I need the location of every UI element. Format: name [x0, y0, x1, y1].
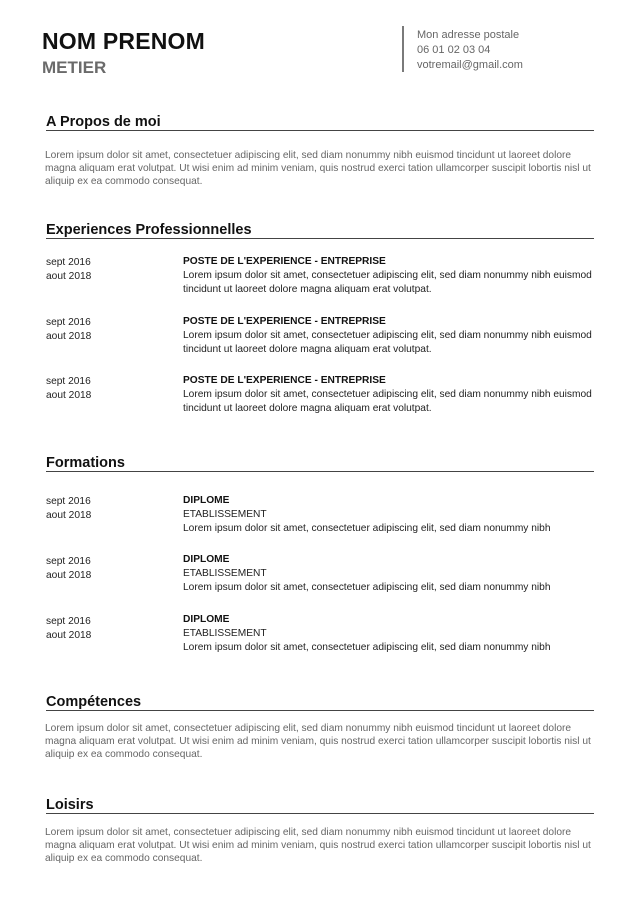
education-school: ETABLISSEMENT	[183, 628, 267, 639]
experience-item-2	[183, 315, 593, 357]
about-text: Lorem ipsum dolor sit amet, consectetuer adipiscing elit, sed diam nonummy nibh euismod tincidunt ut laoreet dolore magna aliquam erat volutpat. Ut wisi enim ad minim veniam, quis nostrud exerci tation ullamcorper suscipit lobortis nisl ut aliquip ex ea commodo consequat.	[45, 150, 591, 187]
contact-email: votremail@gmail.com	[417, 59, 523, 71]
experience-date-1	[46, 256, 91, 283]
education-description: Lorem ipsum dolor sit amet, consectetuer adipiscing elit, sed diam nonummy nibh	[183, 523, 551, 534]
experience-description: Lorem ipsum dolor sit amet, consectetuer adipiscing elit, sed diam nonummy nibh euismod tincidunt ut laoreet dolore magna aliquam erat volutpat.	[183, 389, 592, 414]
full-name: NOM PRENOM	[42, 28, 205, 54]
contact-address: Mon adresse postale	[417, 29, 520, 41]
skills-section-rule	[46, 710, 594, 711]
experience-description: Lorem ipsum dolor sit amet, consectetuer adipiscing elit, sed diam nonummy nibh euismod tincidunt ut laoreet dolore magna aliquam erat volutpat.	[183, 330, 592, 355]
date-end: aout 2018	[46, 569, 92, 581]
date-end: aout 2018	[46, 330, 92, 342]
experience-item-3	[183, 374, 593, 416]
education-school: ETABLISSEMENT	[183, 509, 267, 520]
job-title: METIER	[42, 58, 107, 77]
experience-item-1	[183, 255, 593, 297]
education-date-3	[46, 615, 91, 642]
hobbies-section-title: Loisirs	[46, 797, 94, 813]
date-start: sept 2016	[46, 376, 91, 387]
education-item-3	[183, 613, 593, 655]
education-degree: DIPLOME	[183, 614, 230, 625]
education-item-2	[183, 553, 593, 595]
experience-date-2	[46, 316, 91, 343]
education-degree: DIPLOME	[183, 495, 230, 506]
date-start: sept 2016	[46, 257, 91, 268]
education-date-2	[46, 555, 91, 582]
date-end: aout 2018	[46, 629, 92, 641]
experience-section-title: Experiences Professionnelles	[46, 222, 252, 238]
contact-phone: 06 01 02 03 04	[417, 44, 491, 56]
skills-text: Lorem ipsum dolor sit amet, consectetuer adipiscing elit, sed diam nonummy nibh euismod tincidunt ut laoreet dolore magna aliquam erat volutpat. Ut wisi enim ad minim veniam, quis nostrud exerci tation ullamcorper suscipit lobortis nisl ut aliquip ex ea commodo consequat.	[45, 723, 591, 760]
experience-position: POSTE DE L'EXPERIENCE - ENTREPRISE	[183, 316, 386, 327]
education-section-title: Formations	[46, 455, 125, 471]
date-end: aout 2018	[46, 509, 92, 521]
skills-section-title: Compétences	[46, 694, 142, 710]
experience-section-rule	[46, 238, 594, 239]
experience-description: Lorem ipsum dolor sit amet, consectetuer adipiscing elit, sed diam nonummy nibh euismod tincidunt ut laoreet dolore magna aliquam erat volutpat.	[183, 270, 592, 295]
date-end: aout 2018	[46, 270, 92, 282]
date-end: aout 2018	[46, 389, 92, 401]
hobbies-text: Lorem ipsum dolor sit amet, consectetuer adipiscing elit, sed diam nonummy nibh euismod tincidunt ut laoreet dolore magna aliquam erat volutpat. Ut wisi enim ad minim veniam, quis nostrud exerci tation ullamcorper suscipit lobortis nisl ut aliquip ex ea commodo consequat.	[45, 827, 591, 864]
education-degree: DIPLOME	[183, 554, 230, 565]
date-start: sept 2016	[46, 317, 91, 328]
about-section-rule	[46, 130, 594, 131]
education-description: Lorem ipsum dolor sit amet, consectetuer adipiscing elit, sed diam nonummy nibh	[183, 642, 551, 653]
contact-divider	[402, 26, 404, 72]
experience-date-3	[46, 375, 91, 402]
education-school: ETABLISSEMENT	[183, 568, 267, 579]
education-item-1	[183, 494, 593, 536]
experience-position: POSTE DE L'EXPERIENCE - ENTREPRISE	[183, 256, 386, 267]
date-start: sept 2016	[46, 496, 91, 507]
experience-position: POSTE DE L'EXPERIENCE - ENTREPRISE	[183, 375, 386, 386]
education-section-rule	[46, 471, 594, 472]
date-start: sept 2016	[46, 556, 91, 567]
about-section-title: A Propos de moi	[46, 114, 161, 130]
date-start: sept 2016	[46, 616, 91, 627]
education-date-1	[46, 495, 91, 522]
education-description: Lorem ipsum dolor sit amet, consectetuer adipiscing elit, sed diam nonummy nibh	[183, 582, 551, 593]
hobbies-section-rule	[46, 813, 594, 814]
